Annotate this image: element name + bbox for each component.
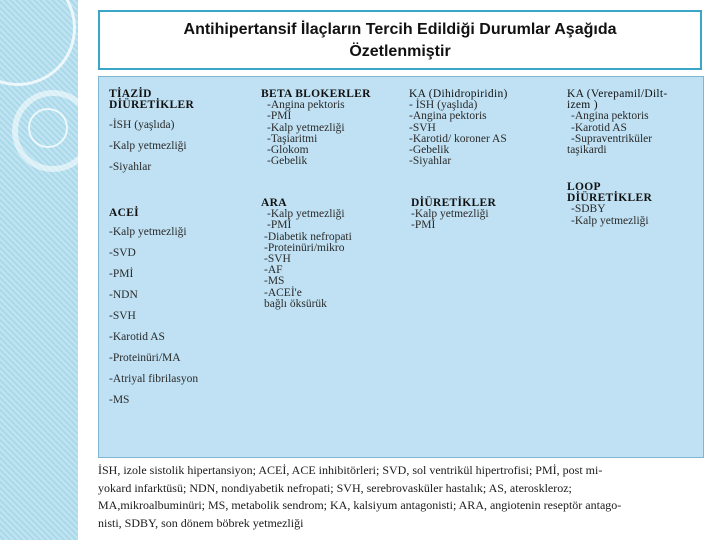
list-item: taşikardi (567, 144, 607, 157)
list-item: -Glokom (267, 144, 309, 157)
list-item: -Siyahlar (409, 155, 452, 168)
list-item: -Kalp yetmezliği (571, 214, 649, 227)
list-item: -PMİ (267, 219, 292, 232)
list-item: - İSH (yaşlıda) (409, 99, 478, 112)
list-item: -Angina pektoris (571, 110, 649, 123)
column-ka-dihidropiridin (409, 89, 508, 167)
heading-loop-2: DİÜRETİKLER (567, 192, 653, 205)
abbreviations-footnote (98, 462, 706, 532)
footnote-line: MA,mikroalbuminüri; MS, metabolik sendrom; KA, kalsiyum antagonisti; ARA, angiotenin reseptör antago- (98, 498, 622, 512)
list-item: -Siyahlar (109, 161, 152, 174)
column-ka-verapamil (567, 89, 668, 156)
list-item: -Gebelik (267, 155, 308, 168)
list-item: -PMİ (411, 219, 436, 232)
list-item: -SDBY (571, 203, 606, 216)
decorative-side-band (0, 0, 78, 540)
list-item: -Taşiaritmi (267, 132, 318, 145)
list-item: -Gebelik (409, 144, 450, 157)
footnote-line: yokard infarktüsü; NDN, nondiyabetik nefropati; SVH, serebrovasküler hastalık; AS, ateroskleroz; (98, 480, 572, 495)
column-beta-blokerler (261, 89, 371, 167)
footnote-line: İSH, izole sistolik hipertansiyon; ACEİ, ACE inhibitörleri; SVD, sol ventrikül hipertrofisi; PMİ, post mi- (98, 463, 603, 477)
list-item: -Kalp yetmezliği (109, 140, 187, 153)
column-acei (109, 208, 198, 411)
column-ara (261, 198, 352, 310)
list-item: -PMİ (109, 268, 134, 281)
list-item: -SVD (109, 247, 136, 260)
heading-loop: LOOP (567, 181, 601, 193)
list-item: -Karotid AS (571, 121, 627, 134)
title-line-2: Özetlenmiştir (349, 43, 451, 60)
heading-diuretikler: DİÜRETİKLER (411, 197, 497, 209)
list-item: -SVH (109, 310, 136, 323)
list-item: -Angina pektoris (267, 99, 345, 112)
heading-ka-verapamil-2: izem ) (567, 99, 598, 112)
column-loop-diuretikler (567, 182, 652, 227)
list-item: -MS (264, 275, 285, 288)
list-item: -Kalp yetmezliği (411, 208, 489, 221)
heading-ara: ARA (261, 197, 287, 209)
list-item: -SVH (409, 121, 436, 134)
heading-ka-dihidropiridin: KA (Dihidropiridin) (409, 88, 508, 100)
list-item: -ACEİ'e (264, 286, 302, 299)
heading-acei: ACEİ (109, 207, 139, 219)
heading-tiazid-2: DİÜRETİKLER (109, 99, 195, 112)
list-item: bağlı öksürük (264, 297, 327, 310)
list-item: -Kalp yetmezliği (267, 208, 345, 221)
list-item: -İSH (yaşlıda) (109, 119, 175, 132)
title-line-1: Antihipertansif İlaçların Tercih Edildiği Durumlar Aşağıda (183, 21, 617, 38)
list-item: -PMİ (267, 110, 292, 123)
footnote-line: nisti, SDBY, son dönem böbrek yetmezliği (98, 515, 304, 530)
list-item: -AF (264, 264, 283, 277)
list-item: -Kalp yetmezliği (109, 226, 187, 239)
list-item: -Proteinüri/MA (109, 352, 181, 365)
list-item: -SVH (264, 253, 291, 266)
list-item: -Diabetik nefropati (264, 230, 352, 243)
list-item: -Proteinüri/mikro (264, 241, 345, 254)
heading-beta-blokerler: BETA BLOKERLER (261, 88, 371, 100)
slide-title (98, 10, 702, 70)
decorative-circle (28, 108, 68, 148)
list-item: -NDN (109, 289, 138, 302)
list-item: -Karotid/ koroner AS (409, 132, 507, 145)
list-item: -Kalp yetmezliği (267, 121, 345, 134)
list-item: -MS (109, 394, 130, 407)
drug-table-panel (98, 76, 704, 458)
list-item: -Supraventriküler (571, 132, 653, 145)
column-tiazid (109, 89, 194, 178)
heading-ka-verapamil: KA (Verepamil/Dilt- (567, 88, 668, 100)
column-diuretikler (411, 198, 496, 232)
list-item: -Angina pektoris (409, 110, 487, 123)
list-item: -Atriyal fibrilasyon (109, 373, 199, 386)
heading-tiazid: TİAZİD (109, 88, 152, 100)
decorative-circle (0, 0, 76, 86)
list-item: -Karotid AS (109, 331, 165, 344)
